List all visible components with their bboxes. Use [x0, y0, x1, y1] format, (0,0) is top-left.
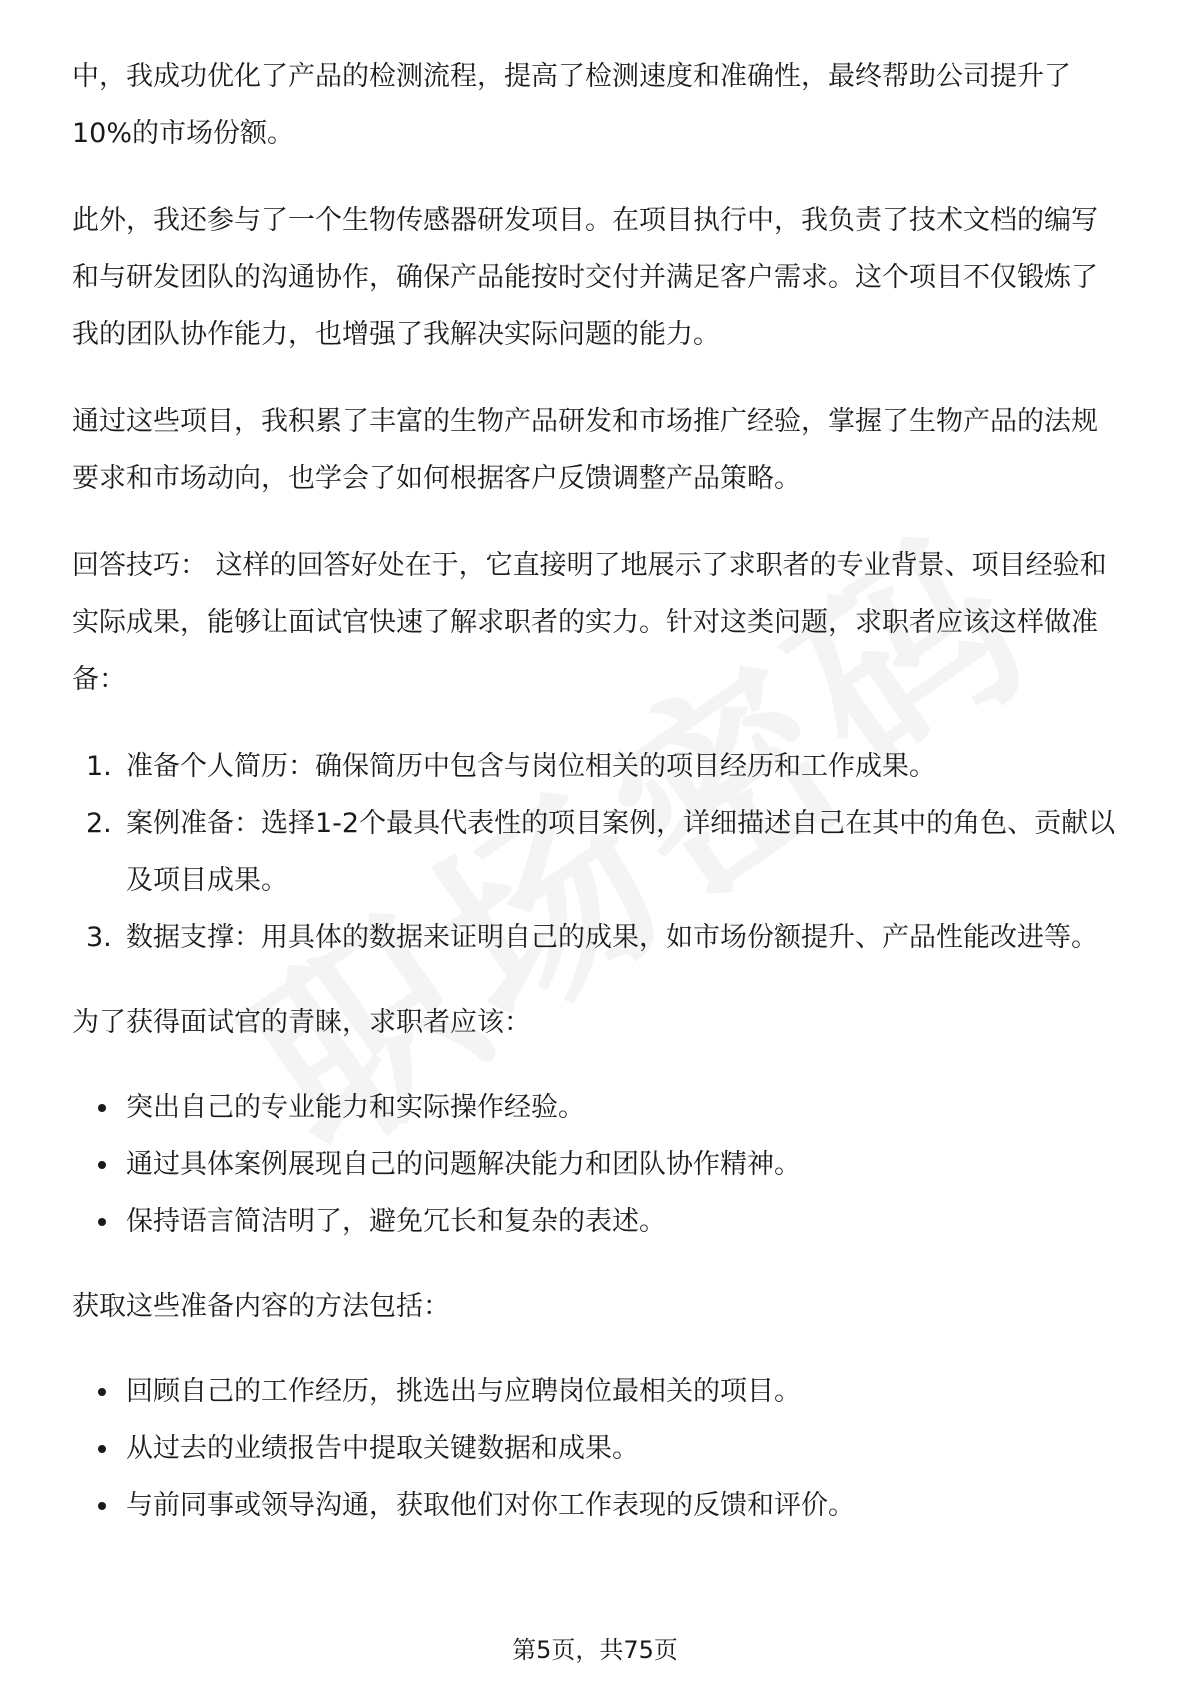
list-item-text: 突出自己的专业能力和实际操作经验。: [126, 1092, 585, 1123]
list-item-text: 准备个人简历：确保简历中包含与岗位相关的项目经历和工作成果。: [126, 751, 936, 782]
list-item: [72, 909, 1122, 966]
preparation-steps-list: [72, 738, 1122, 966]
bullet-icon: [98, 1502, 106, 1510]
favor-bullet-list: [72, 1079, 1122, 1250]
list-number: 2.: [86, 808, 112, 839]
list-item-text: 案例准备：选择1-2个最具代表性的项目案例，详细描述自己在其中的角色、贡献以及项目成果。: [126, 808, 1116, 896]
list-item-text: 通过具体案例展现自己的问题解决能力和团队协作精神。: [126, 1149, 801, 1180]
list-item: [72, 1193, 1122, 1250]
list-item: [72, 1363, 1122, 1420]
list-number: 1.: [86, 751, 112, 782]
list-item-text: 从过去的业绩报告中提取关键数据和成果。: [126, 1433, 639, 1464]
paragraph-answer-tips: 回答技巧： 这样的回答好处在于，它直接明了地展示了求职者的专业背景、项目经验和实际成果，能够让面试官快速了解求职者的实力。针对这类问题，求职者应该这样做准备：: [72, 550, 1107, 695]
list-item: [72, 1477, 1122, 1534]
page-number: 第5页，共75页: [512, 1636, 678, 1664]
list-number: 3.: [86, 922, 112, 953]
paragraph-biosensor-project: 此外，我还参与了一个生物传感器研发项目。在项目执行中，我负责了技术文档的编写和与研发团队的沟通协作，确保产品能按时交付并满足客户需求。这个项目不仅锻炼了我的团队协作能力，也增强了我解决实际问题的能力。: [72, 205, 1098, 350]
list-item-text: 保持语言简洁明了，避免冗长和复杂的表述。: [126, 1206, 666, 1237]
list-item-text: 与前同事或领导沟通，获取他们对你工作表现的反馈和评价。: [126, 1490, 855, 1521]
list-item: [72, 795, 1122, 909]
bullet-icon: [98, 1161, 106, 1169]
bullet-icon: [98, 1445, 106, 1453]
bullet-icon: [98, 1388, 106, 1396]
paragraph-experience-summary: 通过这些项目，我积累了丰富的生物产品研发和市场推广经验，掌握了生物产品的法规要求和市场动向，也学会了如何根据客户反馈调整产品策略。: [72, 406, 1098, 494]
bullet-icon: [98, 1104, 106, 1112]
list-item-text: 回顾自己的工作经历，挑选出与应聘岗位最相关的项目。: [126, 1376, 801, 1407]
bullet-icon: [98, 1218, 106, 1226]
document-body: [72, 48, 1122, 1534]
paragraph-result: 中，我成功优化了产品的检测流程，提高了检测速度和准确性，最终帮助公司提升了10%的市场份额。: [72, 61, 1071, 149]
list-item: [72, 1420, 1122, 1477]
paragraph-favor-intro: 为了获得面试官的青睐，求职者应该：: [72, 1007, 531, 1038]
list-item: [72, 1136, 1122, 1193]
methods-bullet-list: [72, 1363, 1122, 1534]
list-item: [72, 738, 1122, 795]
list-item: [72, 1079, 1122, 1136]
list-item-text: 数据支撑：用具体的数据来证明自己的成果，如市场份额提升、产品性能改进等。: [126, 922, 1098, 953]
paragraph-methods-intro: 获取这些准备内容的方法包括：: [72, 1291, 450, 1322]
